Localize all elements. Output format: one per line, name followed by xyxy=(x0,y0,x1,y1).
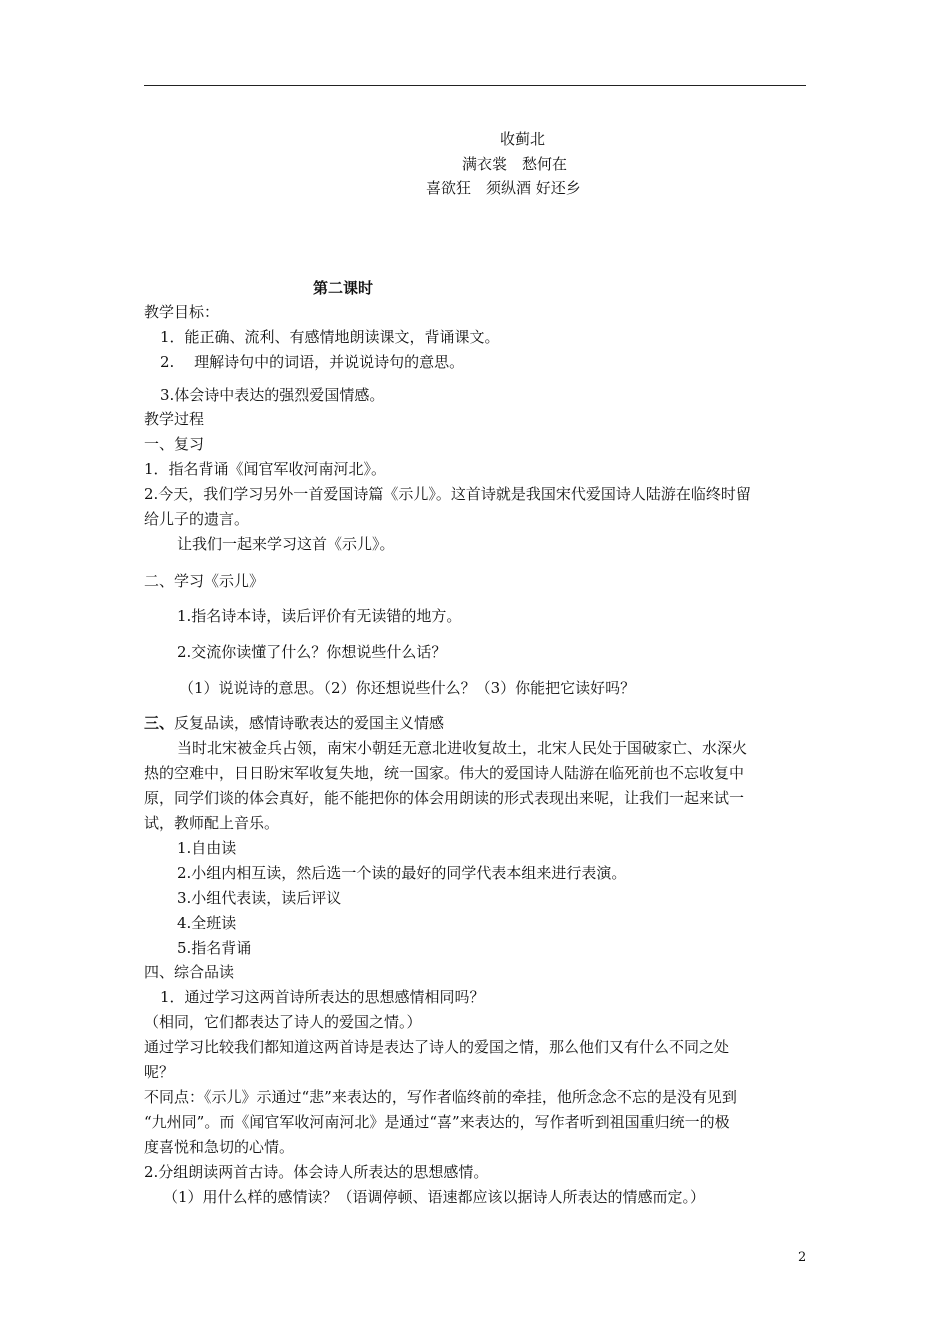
review-item-1: 1．指名背诵《闻官军收河南河北》。 xyxy=(144,460,387,478)
header-rule xyxy=(144,85,806,86)
study-item-2: 2.交流你读懂了什么？你想说些什么话？ xyxy=(177,643,447,661)
blackboard-line-1: 收蓟北 xyxy=(500,130,546,148)
process-heading: 教学过程 xyxy=(144,410,205,428)
goal-item-2: 2. 理解诗句中的词语，并说说诗句的意思。 xyxy=(160,353,465,371)
goal-item-1: 1．能正确、流利、有感情地朗读课文，背诵课文。 xyxy=(160,328,500,346)
goals-heading: 教学目标： xyxy=(144,303,220,321)
study-item-3: （1）说说诗的意思。（2）你还想说些什么？（3）你能把它读好吗？ xyxy=(179,679,636,697)
reread-para-line-1: 当时北宋被金兵占领，南宋小朝廷无意北进收复故土，北宋人民处于国破家亡、水深火 xyxy=(177,739,748,757)
compare-answer-1: （相同，它们都表达了诗人的爱国之情。） xyxy=(144,1013,422,1031)
compare-difference-line-2: “九州同”。而《闻官军收河南河北》是通过“喜”来表达的，写作者听到祖国重归统一的极 xyxy=(144,1113,730,1131)
reread-para-line-4: 试，教师配上音乐。 xyxy=(144,814,280,832)
compare-difference-line-3: 度喜悦和急切的心情。 xyxy=(144,1138,295,1156)
blackboard-line-3: 喜欲狂 须纵酒 好还乡 xyxy=(426,179,581,197)
compare-question-2-line-2: 呢？ xyxy=(144,1063,175,1081)
reread-para-line-2: 热的空难中，日日盼宋军收复失地，统一国家。伟大的爱国诗人陆游在临死前也不忘收复中 xyxy=(144,764,745,782)
compare-item-2-sub: （1）用什么样的感情读？（语调停顿、语速都应该以据诗人所表达的情感而定。） xyxy=(163,1188,706,1206)
reread-step-1: 1.自由读 xyxy=(177,839,237,857)
compare-difference-line-1: 不同点：《示儿》示通过“悲”来表达的，写作者临终前的牵挂，他所念念不忘的是没有见到 xyxy=(144,1088,737,1106)
reread-step-4: 4.全班读 xyxy=(177,914,237,932)
compare-item-2: 2.分组朗读两首古诗。体会诗人所表达的思想感情。 xyxy=(144,1163,489,1181)
review-heading: 一、复习 xyxy=(144,435,205,453)
review-item-2-line-2: 给儿子的遗言。 xyxy=(144,510,250,528)
reread-heading-number: 三、 xyxy=(144,714,175,732)
review-item-3: 让我们一起来学习这首《示儿》。 xyxy=(177,535,395,553)
reread-para-line-3: 原，同学们谈的体会真好，能不能把你的体会用朗读的形式表现出来呢，让我们一起来试一 xyxy=(144,789,745,807)
goal-item-3: 3.体会诗中表达的强烈爱国情感。 xyxy=(160,386,385,404)
study-heading: 二、学习《示儿》 xyxy=(144,572,265,590)
review-item-2-line-1: 2.今天，我们学习另外一首爱国诗篇《示儿》。这首诗就是我国宋代爱国诗人陆游在临终时留 xyxy=(144,485,751,503)
reread-step-3: 3.小组代表读，读后评议 xyxy=(177,889,342,907)
lesson-title: 第二课时 xyxy=(313,279,374,297)
page-number: 2 xyxy=(798,1250,807,1265)
compare-question-1: 1．通过学习这两首诗所表达的思想感情相同吗？ xyxy=(160,988,485,1006)
blackboard-line-2: 满衣裳 愁何在 xyxy=(462,155,568,173)
reread-heading xyxy=(144,712,444,734)
reread-heading-text: 反复品读，感情诗歌表达的爱国主义情感 xyxy=(174,714,445,732)
reread-step-2: 2.小组内相互读，然后选一个读的最好的同学代表本组来进行表演。 xyxy=(177,864,627,882)
study-item-1: 1.指名诗本诗，读后评价有无读错的地方。 xyxy=(177,607,462,625)
reread-step-5: 5.指名背诵 xyxy=(177,939,252,957)
compare-heading: 四、综合品读 xyxy=(144,963,235,981)
compare-question-2-line-1: 通过学习比较我们都知道这两首诗是表达了诗人的爱国之情，那么他们又有什么不同之处 xyxy=(144,1038,730,1056)
